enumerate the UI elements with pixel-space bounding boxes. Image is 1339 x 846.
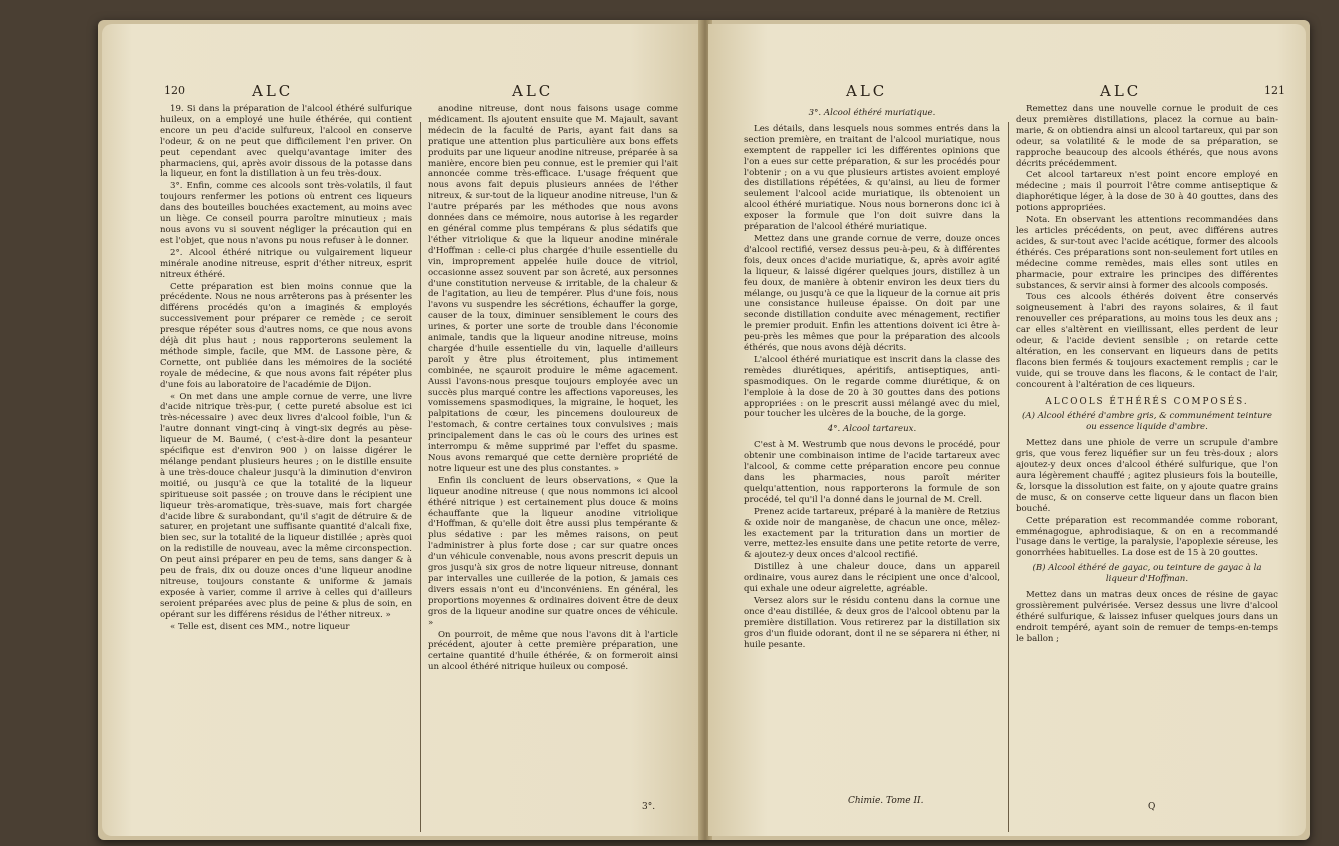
running-header-right: ALC [1100, 82, 1142, 100]
paragraph: Tous ces alcools éthérés doivent être conservés soigneusement à l'abri des rayons solaires, & il faut renouveller ces préparations, au moins tous les deux ans ; car elles s'altèrent en vieillissant, elles perdent de leur odeur, & l'acide devient sensible ; on retarde cette altération, en les conservant en liqueurs dans de petits flacons bien fermés & toujours exactement remplis ; car le vuide, qui se trouve dans les flacons, & le contact de l'air, concourent à l'altération de ces liqueurs. [1016, 292, 1278, 390]
paragraph: Versez alors sur le résidu contenu dans la cornue une once d'eau distillée, & deux gros de l'alcool obtenu par la première distillation. Vous retirerez par la distillation six gros d'un fluide odorant, dont il ne se séparera ni éther, ni huile pesante. [744, 595, 1000, 650]
left-page-column-2 [428, 104, 678, 804]
paragraph: (A) Alcool éthéré d'ambre gris, & communément teinture ou essence liquide d'ambre. [1022, 411, 1272, 433]
right-page [708, 24, 1306, 836]
paragraph: 2°. Alcool éthéré nitrique ou vulgairement liqueur minérale anodine nitreuse, esprit d'éther nitreux, esprit nitreux éthéré. [160, 247, 412, 280]
right-page-column-1 [744, 104, 1000, 804]
paragraph: Remettez dans une nouvelle cornue le produit de ces deux premières distillations, placez la cornue au bain-marie, & on obtiendra ainsi un alcool tartareux, qui par son odeur, sa volatilité & le mode de sa préparation, se rapproche beaucoup des alcools éthérés, que nous avons décrits précédemment. [1016, 104, 1278, 169]
page-number-right: 121 [1264, 84, 1285, 97]
paragraph: 4°. Alcool tartareux. [827, 424, 917, 435]
paragraph: L'alcool éthéré muriatique est inscrit dans la classe des remèdes diurétiques, apéritifs, antiseptiques, anti-spasmodiques. On le regarde comme diurétique, & on l'emploie à la dose de 20 à 30 gouttes dans des potions appropriées : on le prescrit aussi mélangé avec du miel, pour toucher les ulcères de la bouche, de la gorge. [744, 354, 1000, 420]
paragraph: Cette préparation est recommandée comme roborant, emménagogue, aphrodisiaque, & on en a recommandé l'usage dans le vertige, la paralysie, l'apoplexie séreuse, les gonorrhées habituelles. La dose est de 15 à 20 gouttes. [1016, 515, 1278, 559]
paragraph: Les détails, dans lesquels nous sommes entrés dans la section première, en traitant de l'alcool muriatique, nous exemptent de rappeller ici les différentes opinions que l'on a eues sur cette préparation, & sur les procédés pour l'obtenir ; on a vu que plusieurs artistes avoient employé des distillations répétées, & qu'ainsi, au lieu de former seulement l'alcool acide muriatique, ils obtenoient un alcool éthéré muriatique. Nous nous bornerons donc ici à exposer la formule que l'on doit suivre dans la préparation de l'alcool éthéré muriatique. [744, 123, 1000, 233]
left-page [102, 24, 702, 836]
paragraph: C'est à M. Westrumb que nous devons le procédé, pour obtenir une combinaison intime de l'acide tartareux avec l'alcool, & comme cette préparation encore peu connue dans les pharmacies, nous paroît mériter quelqu'attention, nous rapporterons la formule de son procédé, tel qu'il l'a donné dans le journal de M. Crell. [744, 440, 1000, 505]
paragraph: Mettez dans une phiole de verre un scrupule d'ambre gris, que vous ferez liquéfier sur un feu très-doux ; alors ajoutez-y deux onces d'alcool éthéré sulfurique, que l'on aura légèrement chauffé ; agitez plusieurs fois la bouteille, &, lorsque la dissolution est faite, on y ajoute quatre grains de musc, & on conserve cette liqueur dans un flacon bien bouché. [1016, 438, 1278, 514]
paragraph: Nota. En observant les attentions recommandées dans les articles précédents, on peut, avec différens autres acides, & sur-tout avec l'acide acétique, former des alcools éthérés. Ces préparations sont non-seulement fort utiles en médecine comme remèdes, mais elles sont utiles en pharmacie, pour extraire les principes des différentes substances, & servir ainsi à former des alcools composés. [1016, 215, 1278, 291]
volume-footer: Chimie. Tome II. [848, 796, 924, 806]
paragraph: Distillez à une chaleur douce, dans un appareil ordinaire, vous aurez dans le récipient une once d'alcool, qui exhale une odeur aigrelette, agréable. [744, 562, 1000, 595]
right-page-column-2 [1016, 104, 1278, 804]
paragraph: Prenez acide tartareux, préparé à la manière de Retzius & oxide noir de manganèse, de chacun une once, mêlez-les exactement par la trituration dans un mortier de verre, mettez-les ensuite dans une petite retorte de verre, & ajoutez-y deux onces d'alcool rectifié. [744, 506, 1000, 561]
running-header-center-left: ALC [512, 82, 554, 100]
paragraph: (B) Alcool éthéré de gayac, ou teinture de gayac à la liqueur d'Hoffman. [1032, 563, 1262, 585]
paragraph: Enfin ils concluent de leurs observations, « Que la liqueur anodine nitreuse ( que nous nommons ici alcool éthéré nitrique ) est certainement plus douce & moins échauffante que la liqueur anodine vitriolique d'Hoffman, & qu'elle doit être aussi plus tempérante & plus sédative : par les mêmes raisons, on peut l'administrer à plus forte dose ; car sur quatre onces d'un véhicule convenable, nous avons prescrit depuis un gros jusqu'à six gros de notre liqueur nitreuse, donnant par intervalles une cuillerée de la potion, & jamais ces divers essais n'ont eu d'inconvéniens. En général, les proportions moyennes & ordinaires doivent être de deux gros de la liqueur anodine sur quatre onces de véhicule. » [428, 475, 678, 628]
paragraph: Mettez dans un matras deux onces de résine de gayac grossièrement pulvérisée. Versez dessus une livre d'alcool éthéré sulfurique, & laissez infuser quelques jours dans un endroit tempéré, ayant soin de remuer de temps-en-temps le ballon ; [1016, 590, 1278, 644]
paragraph: « Telle est, disent ces MM., notre liqueur [170, 621, 350, 632]
paragraph: anodine nitreuse, dont nous faisons usage comme médicament. Ils ajoutent ensuite que M. Majault, savant médecin de la faculté de Paris, ayant fait dans sa pratique une attention plus particulière aux bons effets produits par une liqueur anodine nitreuse, préparée à sa manière, encore bien peu connue, est le premier qui l'ait annoncée comme très-efficace. L'usage fréquent que nous avons fait depuis plusieurs années de l'éther nitreux, & sur-tout de la liqueur anodine nitreuse, l'un & l'autre préparés par les méthodes que nous avons données dans ce mémoire, nous autorise à les regarder en général comme plus tempérans & plus sédatifs que l'éther vitriolique & que la liqueur anodine minérale d'Hoffman : celle-ci plus chargée d'huile essentielle du vin, improprement appelée huile douce de vitriol, occasionne assez souvent par son âcreté, aux personnes d'une constitution nerveuse & irritable, de la chaleur & de l'agitation, au lieu de tempérer. Plus d'une fois, nous l'avons vu suspendre les sécrétions, échauffer la gorge, causer de la toux, diminuer sensiblement le cours des urines, & porter une sorte de trouble dans l'économie animale, tandis que la liqueur anodine nitreuse, moins chargée d'huile essentielle du vin, laquelle d'ailleurs paroît y être plus étroitement, plus intimement combinée, ne sçauroit produire le même agacement. Aussi l'avons-nous presque toujours employée avec un succès plus marqué contre les affections vaporeuses, les vomissemens spasmodiques, la migraine, le hoquet, les palpitations de cœur, les pincemens douloureux de l'estomach, & contre certaines toux convulsives ; mais principalement dans le cas où le cours des urines est interrompu & même supprimé par l'effet du spasme. Nous avons remarqué que cette dernière propriété de notre liqueur est une des plus constantes. » [428, 104, 678, 474]
running-header-left: ALC [252, 82, 294, 100]
left-page-column-1 [160, 104, 412, 804]
paragraph: 3°. Enfin, comme ces alcools sont très-volatils, il faut toujours renfermer les potions où entrent ces liqueurs dans des bouteilles bouchées exactement, au moins avec un liège. Ce conseil pourra paroître minutieux ; mais nous avons vu si souvent négliger la précaution qui en est l'objet, que nous n'avons pu nous refuser à le donner. [160, 181, 412, 246]
catchword-left: 3°. [642, 802, 656, 812]
paragraph: Cet alcool tartareux n'est point encore employé en médecine ; mais il pourroit l'être comme antiseptique & diaphorétique léger, à la dose de 30 à 40 gouttes, dans des potions appropriées. [1016, 170, 1278, 214]
signature-mark: Q [1148, 802, 1156, 812]
paragraph: 3°. Alcool éthéré muriatique. [808, 108, 936, 118]
running-header-center-right: ALC [846, 82, 888, 100]
paragraph: Mettez dans une grande cornue de verre, douze onces d'alcool rectifié, versez dessus peu-à-peu, & à différentes fois, deux onces d'acide muriatique, &, après avoir agité la liqueur, & laissé digérer quelques jours, distillez à un feu doux, de manière à obtenir environ les deux tiers du mélange, ou jusqu'à ce que la liqueur de la cornue ait pris une consistance huileuse épaisse. On doit par une seconde distillation conduite avec ménagement, rectifier le premier produit. Enfin les attentions doivent ici être à-peu-près les mêmes que pour la préparation des alcools éthérés, que nous avons déjà décrits. [744, 233, 1000, 354]
column-rule-right [1008, 122, 1009, 832]
paragraph: 19. Si dans la préparation de l'alcool éthéré sulfurique huileux, on a employé une huile éthérée, qui contient encore un peu d'acide sulfureux, l'alcool en conserve l'odeur, & on ne peut que difficilement l'en priver. On peut cependant avec quelqu'avantage imiter des pharmaciens, qui, après avoir dissous de la potasse dans la liqueur, en font la distillation à un feu très-doux. [160, 104, 412, 180]
paragraph: Cette préparation est bien moins connue que la précédente. Nous ne nous arrêterons pas à présenter les différens procédés qu'on a imaginés & employés successivement pour préparer ce remède ; ce seroit presque répéter sous d'autres noms, ce que nous avons déjà dit plus haut ; nous rapporterons seulement la méthode simple, facile, que MM. de Lassone père, & Cornette, ont publiée dans les mémoires de la société royale de médecine, & que nous avons fait répéter plus d'une fois au laboratoire de l'académie de Dijon. [160, 281, 412, 390]
page-number-left: 120 [164, 84, 185, 97]
paragraph: « On met dans une ample cornue de verre, une livre d'acide nitrique très-pur, ( cette pureté absolue est ici très-nécessaire ) avec deux livres d'alcool foible, l'un & l'autre donnant vingt-cinq à vingt-six degrés au pèse-liqueur de M. Baumé, ( c'est-à-dire dont la pesanteur spécifique est d'environ 900 ) on laisse digérer le mélange pendant plusieurs heures ; on le distille ensuite à une très-douce chaleur jusqu'à la diminution d'environ moitié, ou jusqu'à ce que la totalité de la liqueur spiritueuse soit passée ; on trouve dans le récipient une liqueur très-aromatique, très-suave, mais fort chargée d'acide libre & surabondant, qu'il s'agit de détruire & de saturer, en projetant une suffisante quantité d'alcali fixe, bien sec, sur la totalité de la liqueur distillée ; après quoi on la redistille de nouveau, avec la même circonspection. On peut ainsi préparer en peu de tems, sans danger & à peu de frais, dix ou douze onces d'une liqueur anodine nitreuse, toujours constante & uniforme & jamais exposée à varier, comme il arrive à celles qui d'ailleurs seroient préparées avec plus de peine & plus de soin, en opérant sur les différens résidus de l'éther nitreux. » [160, 391, 412, 620]
open-book [98, 20, 1310, 840]
column-rule-left [420, 122, 421, 832]
paragraph: ALCOOLS ÉTHÉRÉS COMPOSÉS. [1045, 396, 1249, 407]
paragraph: On pourroit, de même que nous l'avons dit à l'article précédent, ajouter à cette première préparation, une certaine quantité d'huile éthérée, & on formeroit ainsi un alcool éthéré nitrique huileux ou composé. [428, 629, 678, 673]
